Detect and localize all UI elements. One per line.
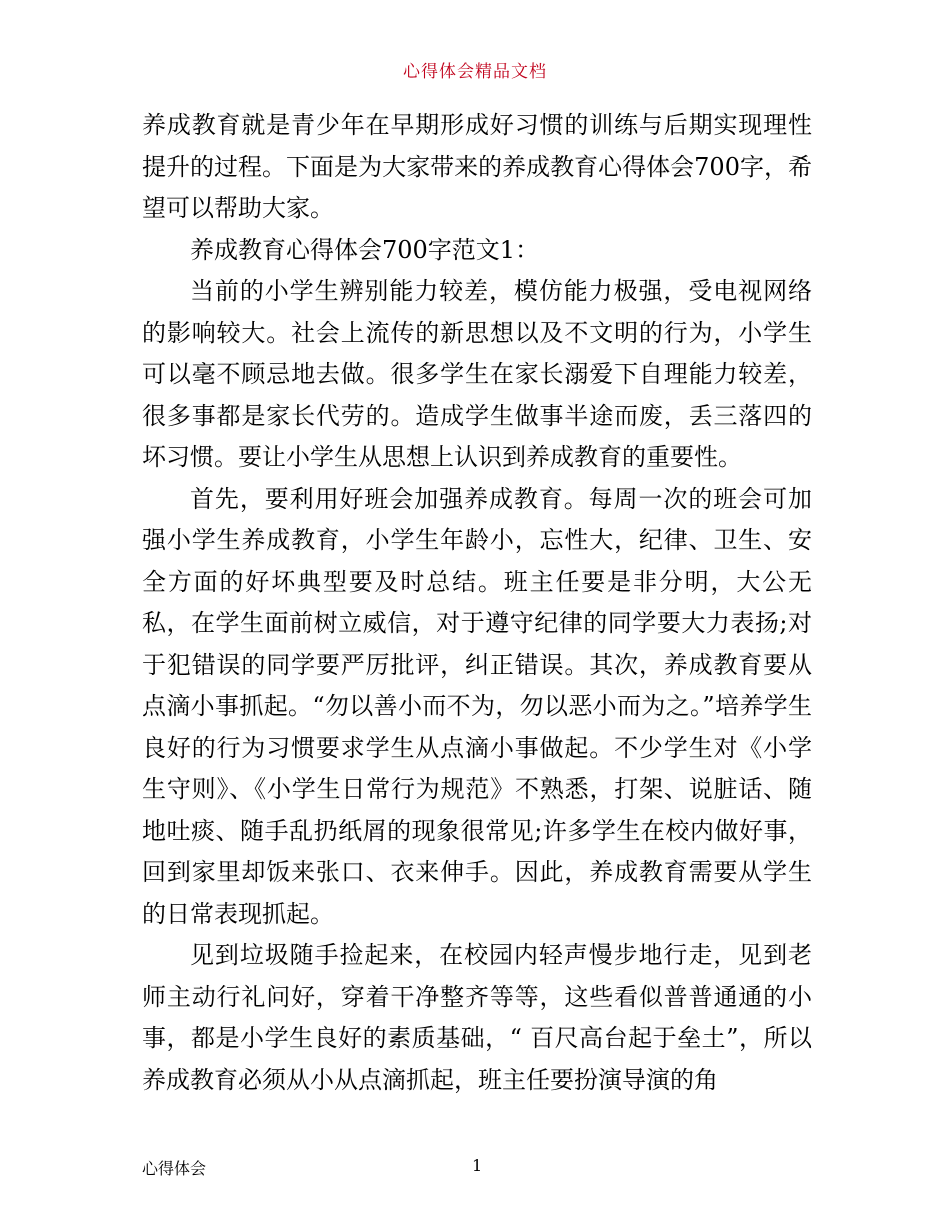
- document-body: [142, 105, 812, 1101]
- paragraph-body-3: 见到垃圾随手捡起来，在校园内轻声慢步地行走，见到老师主动行礼问好，穿着干净整齐等等，这些看似普普通通的小事，都是小学生良好的素质基础，“ 百尺高台起于垒土”，所以养成教育必须从小从点滴抓起，班主任要扮演导演的角: [142, 941, 812, 1094]
- footer-label: 心得体会: [142, 1159, 207, 1178]
- paragraph-intro: 养成教育就是青少年在早期形成好习惯的训练与后期实现理性提升的过程。下面是为大家带来的养成教育心得体会700字，希望可以帮助大家。: [142, 111, 812, 222]
- document-header-title: 心得体会精品文档: [403, 62, 547, 82]
- paragraph-subtitle: 养成教育心得体会700字范文1：: [190, 235, 540, 264]
- paragraph-body-1: 当前的小学生辨别能力较差，模仿能力极强，受电视网络的影响较大。社会上流传的新思想以及不文明的行为，小学生可以毫不顾忌地去做。很多学生在家长溺爱下自理能力较差，很多事都是家长代劳的。造成学生做事半途而废，丢三落四的坏习惯。要让小学生从思想上认识到养成教育的重要性。: [142, 277, 812, 471]
- paragraph-body-2: 首先，要利用好班会加强养成教育。每周一次的班会可加强小学生养成教育，小学生年龄小，忘性大，纪律、卫生、安全方面的好坏典型要及时总结。班主任要是非分明，大公无私，在学生面前树立威信，对于遵守纪律的同学要大力表扬;对于犯错误的同学要严厉批评，纠正错误。其次，养成教育要从点滴小事抓起。“勿以善小而不为，勿以恶小而为之。”培养学生良好的行为习惯要求学生从点滴小事做起。不少学生对《小学生守则》、《小学生日常行为规范》不熟悉，打架、说脏话、随地吐痰、随手乱扔纸屑的现象很常见;许多学生在校内做好事，回到家里却饭来张口、衣来伸手。因此，养成教育需要从学生的日常表现抓起。: [142, 484, 812, 928]
- page-number: 1: [472, 1156, 483, 1175]
